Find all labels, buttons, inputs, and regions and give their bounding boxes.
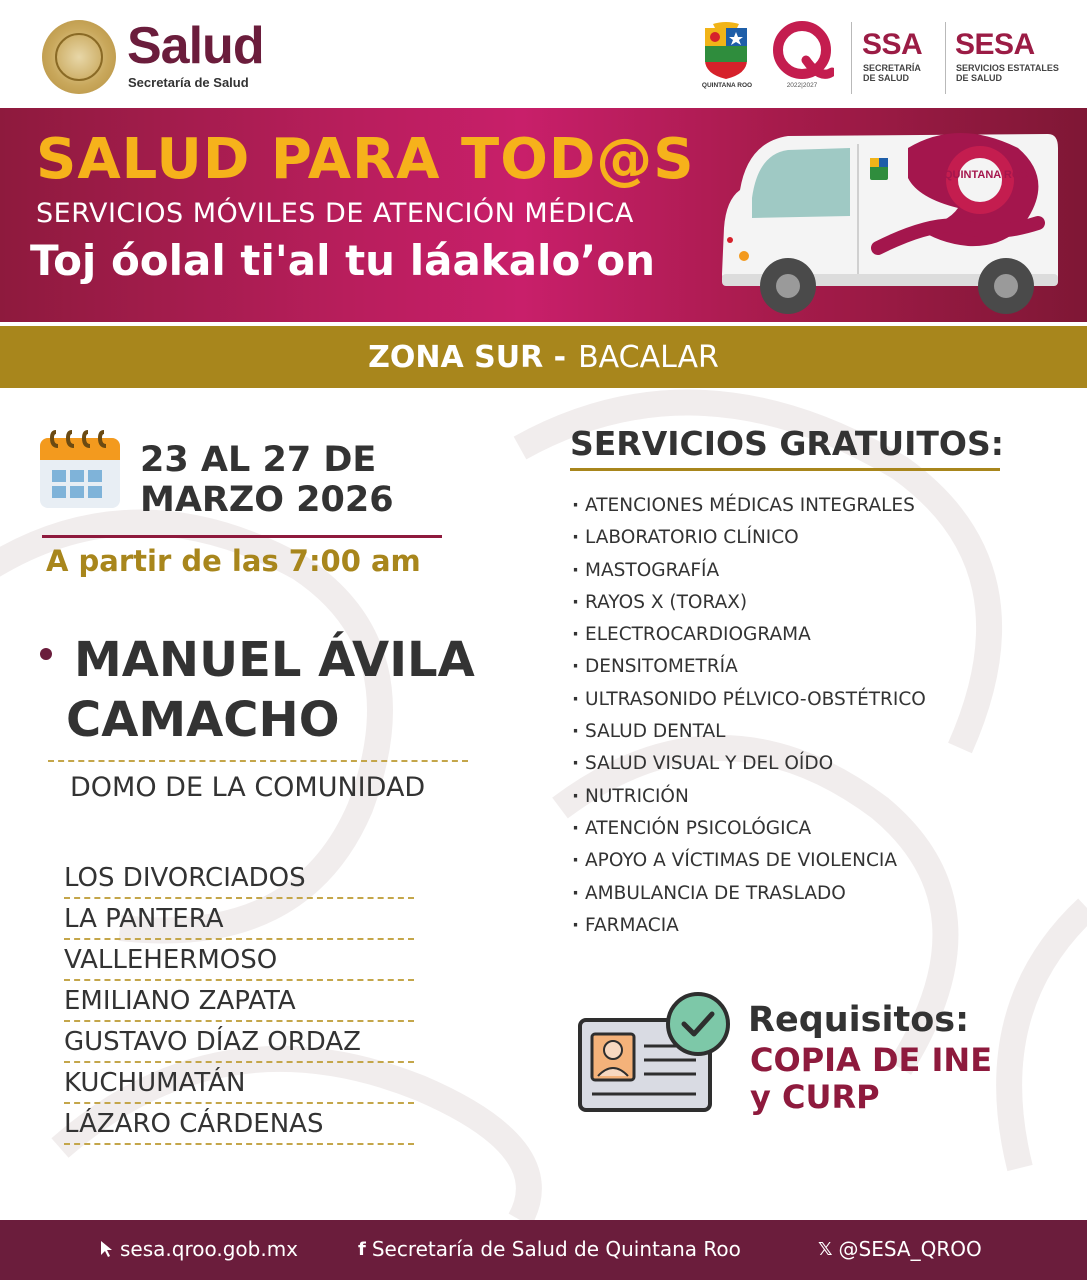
list-item: GUSTAVO DÍAZ ORDAZ [64,1022,414,1063]
campaign-subtitle: SERVICIOS MÓVILES DE ATENCIÓN MÉDICA [36,198,634,229]
maya-phrase: Toj óolal ti'al tu láakalo’on [30,236,656,285]
footer [0,1220,1087,1280]
list-item: · RAYOS X (TORAX) [572,587,926,619]
cursor-icon [100,1240,114,1258]
list-item: KUCHUMATÁN [64,1063,414,1104]
list-item: · APOYO A VÍCTIMAS DE VIOLENCIA [572,845,926,877]
list-item: · ATENCIÓN PSICOLÓGICA [572,813,926,845]
sesa-logo: SESA [955,28,1035,61]
list-item: · DENSITOMETRÍA [572,651,926,683]
brand-name: Salud [127,17,264,75]
website-link[interactable]: sesa.qroo.gob.mx [100,1237,298,1261]
list-item: · ULTRASONIDO PÉLVICO-OBSTÉTRICO [572,684,926,716]
ssa-logo: SSA [862,28,923,61]
communities-list [64,858,414,1145]
calendar-icon [38,428,122,512]
list-item: · ATENCIONES MÉDICAS INTEGRALES [572,490,926,522]
brand-subtitle: Secretaría de Salud [128,75,249,90]
campaign-banner [0,108,1087,322]
list-item: · AMBULANCIA DE TRASLADO [572,878,926,910]
event-dates: 23 AL 27 DE MARZO 2026 [140,440,394,520]
list-item: LA PANTERA [64,899,414,940]
facebook-icon: f [358,1238,366,1260]
services-underline [570,468,1000,471]
list-item: · ELECTROCARDIOGRAMA [572,619,926,651]
dashed-divider [48,760,468,762]
date-underline [42,535,442,538]
requirements-title: Requisitos: [748,1000,970,1040]
sesa-subtitle: SERVICIOS ESTATALES DE SALUD [956,63,1059,83]
event-time: A partir de las 7:00 am [46,544,421,578]
list-item: · NUTRICIÓN [572,781,926,813]
list-item: VALLEHERMOSO [64,940,414,981]
list-item: LOS DIVORCIADOS [64,858,414,899]
id-card-check-icon [576,990,734,1116]
q-caption: 2022|2027 [786,82,818,89]
list-item: · MASTOGRAFÍA [572,555,926,587]
list-item: · SALUD VISUAL Y DEL OÍDO [572,748,926,780]
ssa-subtitle: SECRETARÍA DE SALUD [863,63,921,83]
zone-bar [0,326,1087,388]
list-item: EMILIANO ZAPATA [64,981,414,1022]
header [0,0,1087,108]
quintana-roo-shield-icon [703,22,749,80]
q-government-logo-icon [770,20,834,84]
x-icon: 𝕏 [818,1238,833,1260]
list-item: · LABORATORIO CLÍNICO [572,522,926,554]
bullet-icon [40,648,52,660]
divider [945,22,946,94]
location-name: MANUEL ÁVILA CAMACHO [66,632,475,748]
services-list [572,490,926,942]
campaign-title: SALUD PARA TOD@S [36,127,695,192]
facebook-link[interactable]: f Secretaría de Salud de Quintana Roo [358,1237,741,1261]
van-logo-text: QUINTANA ROO [944,169,1029,181]
services-title: SERVICIOS GRATUITOS: [570,424,1004,463]
national-seal-logo [42,20,116,94]
qroo-caption: QUINTANA ROO [701,82,753,89]
zone-label: ZONA SUR - [368,339,567,375]
list-item: · SALUD DENTAL [572,716,926,748]
requirements-text: COPIA DE INE y CURP [750,1041,993,1116]
divider [851,22,852,94]
list-item: LÁZARO CÁRDENAS [64,1104,414,1145]
mobile-clinic-van-illustration [718,128,1064,324]
list-item: · FARMACIA [572,910,926,942]
location-venue: DOMO DE LA COMUNIDAD [70,772,426,803]
zone-municipality: BACALAR [578,339,719,375]
x-link[interactable]: 𝕏 @SESA_QROO [818,1237,982,1261]
